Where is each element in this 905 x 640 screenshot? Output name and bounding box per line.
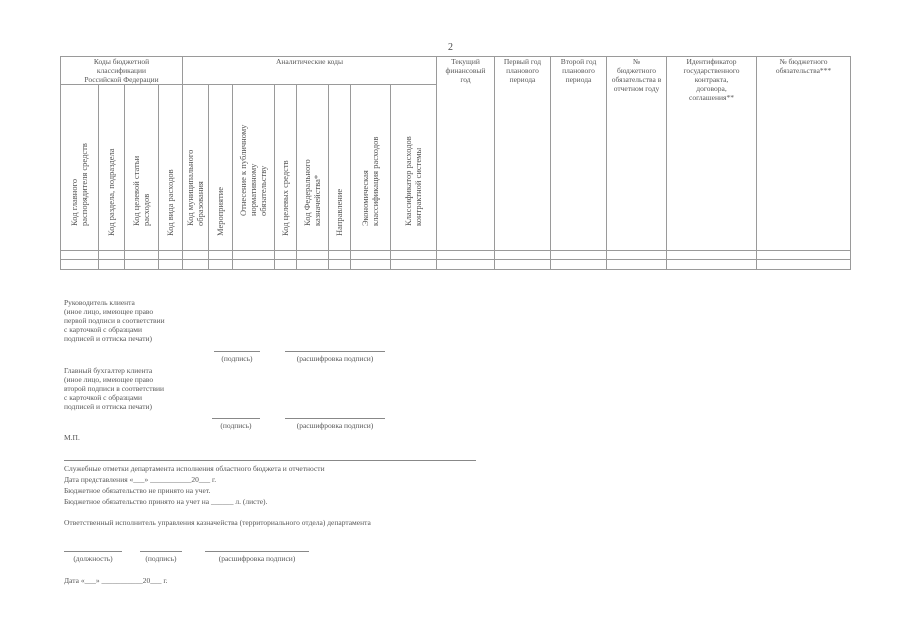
table-cell — [183, 251, 209, 260]
vheader-expense-type-code — [159, 85, 183, 251]
table-cell — [183, 260, 209, 270]
label-line: второй подписи в соответствии — [64, 384, 165, 393]
table-cell — [125, 260, 159, 270]
header-line: обязательства в — [611, 75, 662, 84]
header-line: планового — [506, 66, 539, 75]
caption-signature: (подпись) — [145, 554, 177, 563]
table-cell — [437, 260, 495, 270]
header-line: Текущий — [451, 57, 480, 66]
caption-position: (должность) — [73, 554, 113, 563]
vheader-chief-manager-code — [61, 85, 99, 251]
accountant-signature-caption: (подпись) — [220, 421, 252, 430]
table-cell — [551, 251, 607, 260]
vheader-line: Мероприятие — [214, 186, 225, 236]
vheader-activity — [209, 85, 233, 251]
head-decode-line — [285, 351, 385, 352]
service-marks-divider — [64, 460, 476, 461]
table-cell — [99, 251, 125, 260]
table-cell — [495, 251, 551, 260]
table-cell — [275, 251, 297, 260]
caption-decode: (расшифровка подписи) — [218, 554, 296, 563]
accountant-signature-label — [64, 366, 204, 411]
responsible-executor-label: Ответственный исполнитель управления казначейства (территориального отдела) департамента — [64, 518, 371, 527]
header-line: № — [632, 57, 641, 66]
table-cell — [209, 251, 233, 260]
header-analytic-codes — [183, 57, 437, 85]
header-contract-identifier — [667, 57, 757, 251]
vheader-line: Код главного — [68, 178, 79, 226]
header-obligation-number-report-year — [607, 57, 667, 251]
final-date: Дата «___» ___________20___ г. — [64, 576, 168, 585]
head-signature-caption: (подпись) — [221, 354, 253, 363]
vheader-line: контрактной системы — [412, 147, 423, 226]
header-line: Второй год — [560, 57, 597, 66]
label-line: (иное лицо, имеющее право — [64, 375, 154, 384]
submission-date: Дата представления «___» ___________20___ г. — [64, 475, 217, 484]
table-cell — [329, 251, 351, 260]
vheader-line: расходов — [140, 193, 151, 226]
vheader-line: Код целевой статьи — [130, 155, 141, 226]
table-cell — [159, 251, 183, 260]
label-line: Руководитель клиента — [64, 298, 135, 307]
vheader-line: Отнесение к публичному — [237, 124, 248, 216]
stamp-label: М.П. — [64, 433, 80, 442]
vheader-line: Код муниципального — [184, 149, 195, 226]
vheader-contract-system-classifier — [391, 85, 437, 251]
header-first-plan-year — [495, 57, 551, 251]
table-cell — [329, 260, 351, 270]
table-cell — [551, 260, 607, 270]
vheader-line: Код целевых средств — [279, 160, 290, 236]
table-cell — [61, 260, 99, 270]
budget-obligation-table — [60, 56, 851, 270]
executor-signature-line — [140, 551, 182, 552]
table-cell — [607, 260, 667, 270]
vheader-line: Код Федерального — [301, 159, 312, 226]
table-cell — [437, 251, 495, 260]
header-line: периода — [565, 75, 592, 84]
header-line: отчетном году — [613, 84, 660, 93]
table-cell — [667, 251, 757, 260]
table-cell — [351, 251, 391, 260]
label-line: подписей и оттиска печати) — [64, 402, 153, 411]
table-cell — [297, 251, 329, 260]
table-cell — [61, 251, 99, 260]
label-line: с карточкой с образцами — [64, 393, 143, 402]
vheader-line: классификация расходов — [369, 136, 380, 226]
executor-position-line — [64, 551, 122, 552]
table-cell — [209, 260, 233, 270]
label-line: Главный бухгалтер клиента — [64, 366, 153, 375]
table-cell — [351, 260, 391, 270]
table-cell — [297, 260, 329, 270]
header-budget-codes-line: Коды бюджетной — [93, 57, 150, 66]
header-line: бюджетного — [617, 66, 656, 75]
table-row — [61, 251, 851, 260]
vheader-line: Направление — [333, 188, 344, 236]
table-cell — [607, 251, 667, 260]
vheader-line: Код раздела, подраздела — [105, 148, 116, 236]
vheader-line: Экономическая — [359, 170, 370, 226]
label-line: (иное лицо, имеющее право — [64, 307, 154, 316]
header-current-year — [437, 57, 495, 251]
label-line: первой подписи в соответствии — [64, 316, 165, 325]
executor-decode-line — [205, 551, 309, 552]
table-cell — [233, 251, 275, 260]
header-second-plan-year — [551, 57, 607, 251]
vheader-public-obligation — [233, 85, 275, 251]
header-line: периода — [509, 75, 536, 84]
header-line: финансовый — [445, 66, 486, 75]
vheader-line: образования — [194, 181, 205, 226]
vheader-target-funds-code — [275, 85, 297, 251]
table-cell — [495, 260, 551, 270]
header-budget-codes-line: Российской Федерации — [84, 75, 159, 84]
vheader-line: обязательству — [257, 165, 268, 216]
head-decode-caption: (расшифровка подписи) — [296, 354, 374, 363]
vheader-line: Код вида расходов — [164, 169, 175, 236]
header-line: год — [460, 75, 471, 84]
service-marks-title: Служебные отметки департамента исполнения областного бюджета и отчетности — [64, 464, 325, 473]
header-line: Идентификатор — [686, 57, 737, 66]
header-budget-codes-line: классификации — [96, 66, 147, 75]
vheader-line: нормативному — [247, 163, 258, 216]
label-line: с карточкой с образцами — [64, 325, 143, 334]
head-signature-line — [214, 351, 260, 352]
vheader-economic-classification — [351, 85, 391, 251]
obligation-not-accepted: Бюджетное обязательство не принято на учет. — [64, 486, 211, 495]
vheader-direction — [329, 85, 351, 251]
header-budget-codes — [61, 57, 183, 85]
table-cell — [667, 260, 757, 270]
label-line: подписей и оттиска печати) — [64, 334, 153, 343]
table-row — [61, 260, 851, 270]
table-cell — [757, 260, 851, 270]
accountant-decode-line — [285, 418, 385, 419]
table-cell — [275, 260, 297, 270]
vheader-line: Классификатор расходов — [402, 136, 413, 226]
table-cell — [391, 260, 437, 270]
header-line: Первый год — [503, 57, 542, 66]
table-cell — [391, 251, 437, 260]
vheader-treasury-code — [297, 85, 329, 251]
header-line: планового — [562, 66, 595, 75]
vheader-target-article-code — [125, 85, 159, 251]
vheader-section-code — [99, 85, 125, 251]
header-line: государственного — [683, 66, 740, 75]
vheader-line: распорядителя средств — [78, 143, 89, 226]
head-signature-label — [64, 298, 204, 343]
accountant-signature-line — [212, 418, 260, 419]
header-line: соглашения** — [689, 93, 734, 102]
table-cell — [125, 251, 159, 260]
table-cell — [757, 251, 851, 260]
page-number: 2 — [448, 42, 453, 53]
vheader-line: казначейства* — [311, 174, 322, 226]
header-obligation-number — [757, 57, 851, 251]
header-line: № бюджетного — [779, 57, 828, 66]
header-line: обязательства*** — [775, 66, 832, 75]
accountant-decode-caption: (расшифровка подписи) — [296, 421, 374, 430]
table-cell — [99, 260, 125, 270]
header-line: договора, — [696, 84, 727, 93]
vheader-municipality-code — [183, 85, 209, 251]
header-line: контракта, — [694, 75, 729, 84]
table-cell — [233, 260, 275, 270]
table-cell — [159, 260, 183, 270]
header-analytic-codes-text: Аналитические коды — [275, 57, 343, 66]
obligation-accepted: Бюджетное обязательство принято на учет на ______ л. (листе). — [64, 497, 268, 506]
